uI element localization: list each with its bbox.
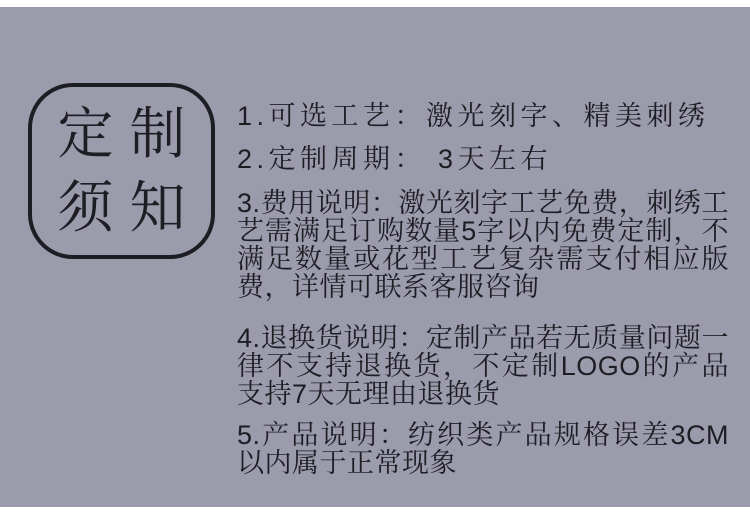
notice-item-custom-cycle: 2.定制周期： 3天左右: [237, 144, 553, 174]
badge-title-line-2: 须知: [57, 176, 202, 239]
badge-title-line-1: 定制: [57, 102, 202, 165]
notice-item-return-policy: 4.退换货说明：定制产品若无质量问题一律不支持退换货，不定制LOGO的产品支持7天无理由退换货: [237, 323, 729, 409]
customization-notice-panel: [0, 7, 750, 507]
notice-list: [237, 102, 729, 477]
notice-title-badge: [28, 83, 215, 259]
notice-item-product-description: 5.产品说明：纺织类产品规格误差3CM以内属于正常现象: [237, 420, 729, 478]
notice-item-optional-craft: 1.可选工艺：激光刻字、精美刺绣: [237, 101, 710, 131]
notice-item-fee-explanation: 3.费用说明：激光刻字工艺免费，刺绣工艺需满足订购数量5字以内免费定制，不满足数量或花型工艺复杂需支付相应版费，详情可联系客服咨询: [237, 188, 729, 302]
